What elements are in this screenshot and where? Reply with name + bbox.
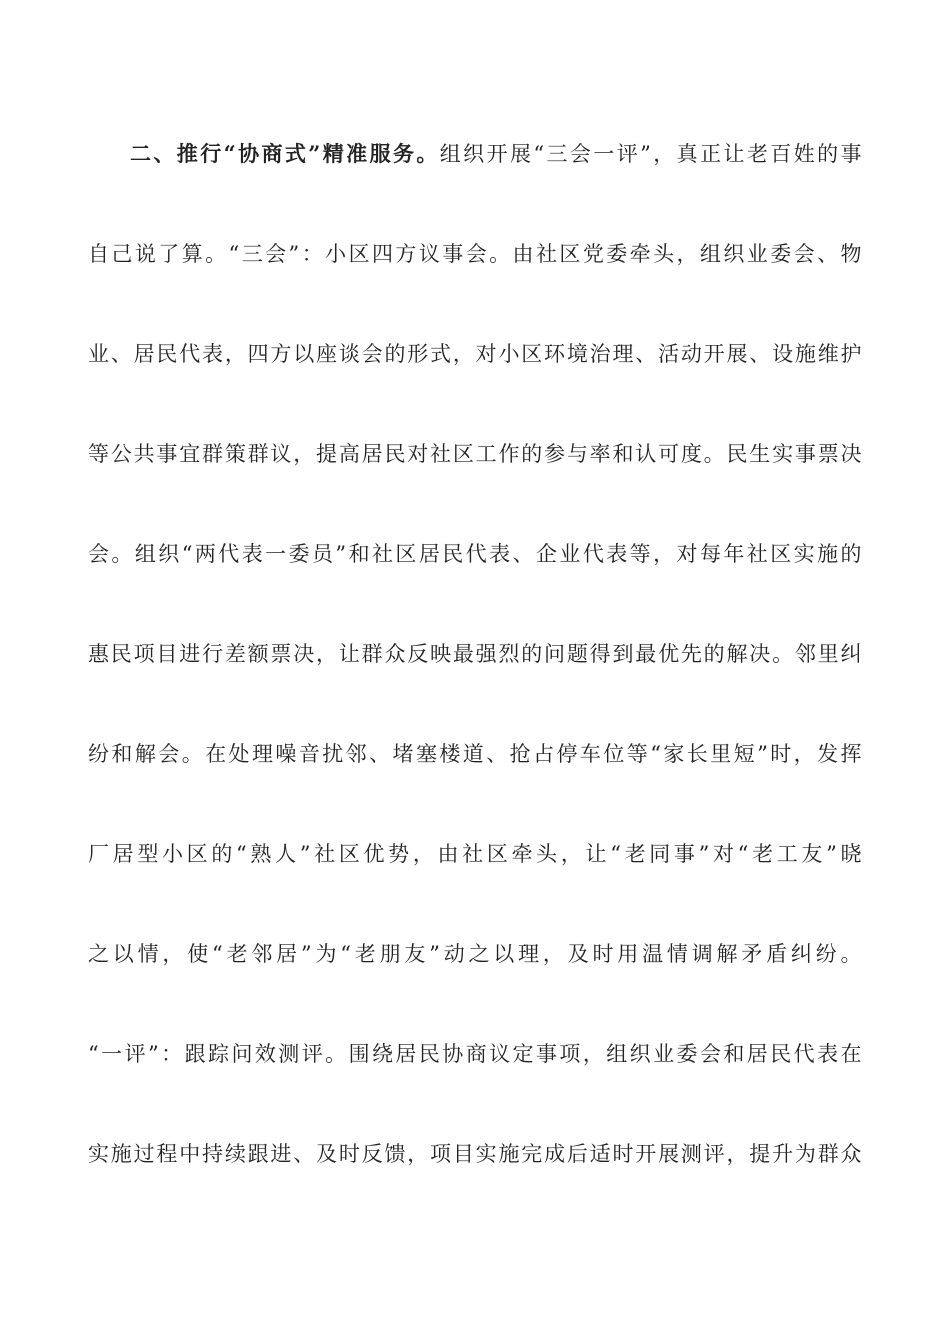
paragraph-line-11: 实施过程中持续跟进、及时反馈，项目实施完成后适时开展测评，提升为群众 <box>88 1142 862 1166</box>
paragraph-line-1 <box>88 133 862 233</box>
paragraph-line-10: “一评”：跟踪问效测评。围绕居民协商议定事项，组织业委会和居民代表在 <box>88 1042 862 1066</box>
paragraph-line-7: 纷和解会。在处理噪音扰邻、堵塞楼道、抢占停车位等“家长里短”时，发挥 <box>88 742 862 766</box>
paragraph-line-2: 自己说了算。“三会”：小区四方议事会。由社区党委牵头，组织业委会、物 <box>88 242 862 266</box>
section-heading: 二、推行“协商式”精准服务。 <box>130 141 440 166</box>
paragraph-line-9: 之以情，使“老邻居”为“老朋友”动之以理，及时用温情调解矛盾纠纷。 <box>88 942 862 966</box>
paragraph-line-6: 惠民项目进行差额票决，让群众反映最强烈的问题得到最优先的解决。邻里纠 <box>88 642 862 666</box>
paragraph-line-3: 业、居民代表，四方以座谈会的形式，对小区环境治理、活动开展、设施维护 <box>88 342 862 366</box>
line-text-1: 组织开展“三会一评”，真正让老百姓的事 <box>439 142 862 166</box>
paragraph-line-8: 厂居型小区的“熟人”社区优势，由社区牵头，让“老同事”对“老工友”晓 <box>88 842 862 866</box>
body-paragraph <box>88 133 862 1233</box>
paragraph-line-5: 会。组织“两代表一委员”和社区居民代表、企业代表等，对每年社区实施的 <box>88 542 862 566</box>
paragraph-line-4: 等公共事宜群策群议，提高居民对社区工作的参与率和认可度。民生实事票决 <box>88 442 862 466</box>
